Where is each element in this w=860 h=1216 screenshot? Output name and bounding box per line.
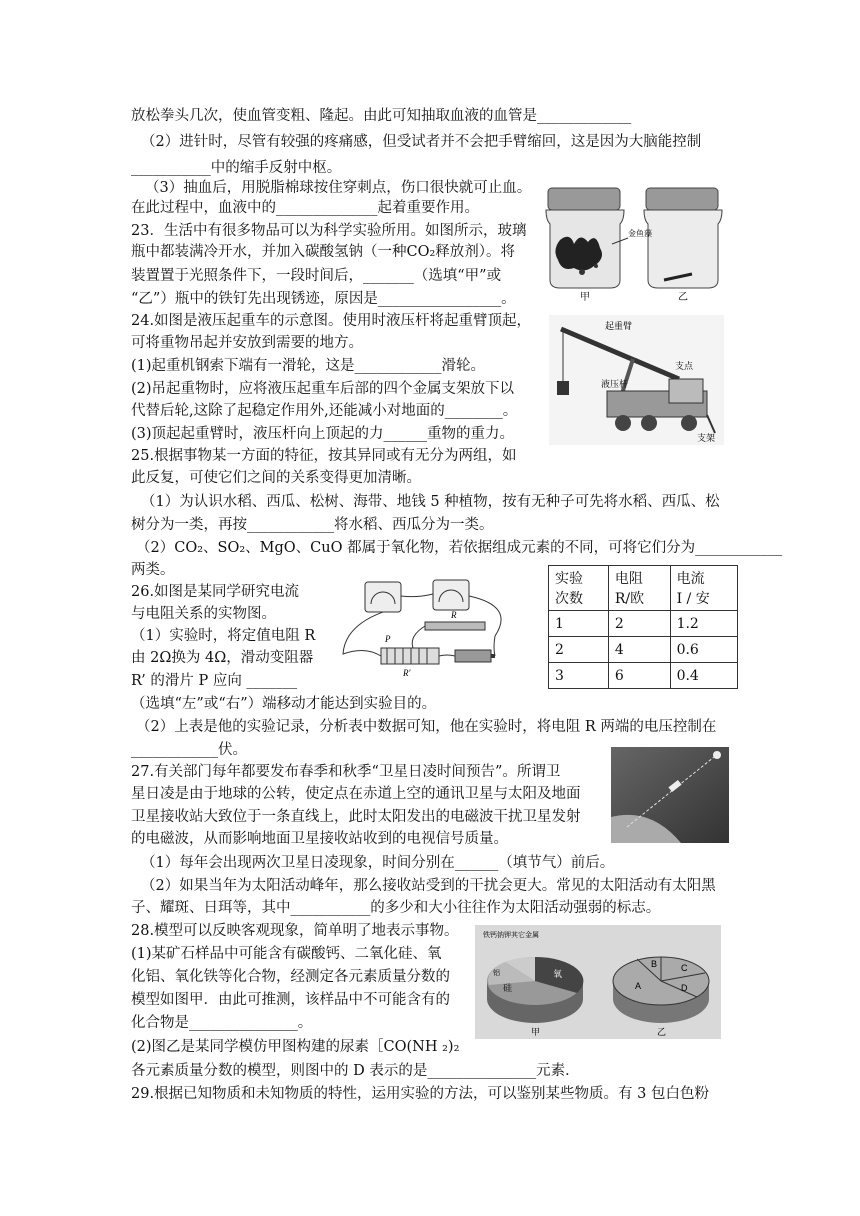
text-line: ____________伏。 <box>131 742 247 758</box>
text-line: 模型如图甲．由此可推测，该样品中不可能含有的 <box>131 992 450 1008</box>
text-line: 可将重物吊起并安放到需要的地方。 <box>131 335 363 351</box>
text-line: （2）CO₂、SO₂、MgO、CuO 都属于氧化物，若依据组成元素的不同，可将它们分为____________ <box>136 540 783 556</box>
header-line: R/欧 <box>614 591 645 607</box>
question-27: 27.有关部门每年都要发布春季和秋季“卫星日凌时间预告”。所谓卫 <box>131 764 561 780</box>
fig-label: 支点 <box>675 361 694 371</box>
pie-label: 氧 <box>553 969 563 979</box>
text-line: 各元素质量分数的模型，则图中的 D 表示的是_______________元素． <box>131 1063 580 1079</box>
fig-label: 起重臂 <box>605 321 633 331</box>
text-line: （1）每年会出现两次卫星日凌现象，时间分别在______（填节气）前后。 <box>141 855 615 871</box>
text-line: 与电阻关系的实物图。 <box>131 606 276 622</box>
text-line: 星日凌是由于地球的公转，使定点在赤道上空的通讯卫星与太阳及地面 <box>131 786 581 802</box>
text-line: R’ 的滑片 P 应向 _______ <box>131 673 298 689</box>
question-28: 28.模型可以反映客观现象，简单明了地表示事物。 <box>131 923 459 939</box>
header-line: 电流 <box>676 571 705 587</box>
table-row <box>549 611 738 637</box>
text-line: （2）进针时，尽管有较强的疼痛感，但受试者并不会把手臂缩回，这是因为大脑能控制 <box>141 134 702 150</box>
fig-label: 液压杆 <box>601 379 629 389</box>
text-line: 子、耀斑、日珥等，其中___________的多少和大小往往作为太阳活动强弱的标志。 <box>131 900 661 916</box>
table-cell: 2 <box>549 637 609 663</box>
satellite-photo <box>611 747 729 843</box>
question-29: 29.根据已知物质和未知物质的特性，运用实验的方法，可以鉴别某些物质。有 3 包白色粉 <box>131 1086 709 1102</box>
pie-label: 硅 <box>503 983 513 993</box>
fig-label: R <box>451 610 457 620</box>
jars-figure <box>542 180 737 302</box>
pie-label: 铁钙钠钾其它金属 <box>483 932 539 939</box>
table-cell: 4 <box>608 637 670 663</box>
text-line: （1）为认识水稻、西瓜、松树、海带、地钱 5 种植物，按有无种子可先将水稻、西瓜、松 <box>141 494 720 510</box>
text-line: ___________中的缩手反射中枢。 <box>131 160 342 176</box>
header-line: 实验 <box>555 571 583 587</box>
text-line: 两类。 <box>131 562 175 578</box>
table-header <box>549 566 609 611</box>
pie-label: B <box>651 959 658 969</box>
table-cell: 0.6 <box>670 637 737 663</box>
jar-left <box>546 188 624 288</box>
table-cell: 2 <box>608 611 670 637</box>
table-header-row <box>549 566 738 611</box>
pie-caption: 甲 <box>531 1027 541 1037</box>
question-24: 24.如图是液压起重车的示意图。使用时液压杆将起重臂顶起， <box>131 313 532 329</box>
header-line: 次数 <box>555 591 583 607</box>
text-line: 代替后轮,这除了起稳定作用外,还能减小对地面的________。 <box>131 403 518 419</box>
text-line: (1)某矿石样品中可能含有碳酸钙、二氧化硅、氧 <box>131 946 442 962</box>
fig-label: P <box>385 634 391 644</box>
pie-caption: 乙 <box>657 1027 667 1037</box>
table-header <box>608 566 670 611</box>
text-line: (2)吊起重物时，应将液压起重车后部的四个金属支架放下以 <box>131 381 515 397</box>
experiment-table <box>548 565 738 689</box>
fig-label: 甲 <box>580 292 590 302</box>
question-26: 26.如图是某同学研究电流 <box>131 584 300 600</box>
text-line: 此反复，可使它们之间的关系变得更加清晰。 <box>131 470 421 486</box>
text-line: 化合物是_______________。 <box>131 1015 313 1031</box>
question-25: 25.根据事物某一方面的特征，按其异同或有无分为两组，如 <box>131 448 517 464</box>
table-cell: 0.4 <box>670 663 737 689</box>
text-line: （2）如果当年为太阳活动峰年，那么接收站受到的干扰会更大。常见的太阳活动有太阳黑 <box>141 878 716 894</box>
fig-label: 乙 <box>678 292 688 302</box>
fig-label: 支架 <box>697 433 716 443</box>
text-line: 树分为一类，再按____________将水稻、西瓜分为一类。 <box>131 517 494 533</box>
text-line: 放松拳头几次，使血管变粗、隆起。由此可知抽取血液的血管是_____________ <box>131 108 632 124</box>
pie-figure <box>475 925 721 1039</box>
jar-right <box>644 188 722 288</box>
table-row <box>549 663 738 689</box>
table-cell: 6 <box>608 663 670 689</box>
text-line: 的电磁波，从而影响地面卫星接收站收到的电视信号质量。 <box>131 831 508 847</box>
text-line: 装置置于光照条件下，一段时间后，_______（选填“甲”或 <box>131 268 502 284</box>
text-line: 化铝、氧化铁等化合物，经测定各元素质量分数的 <box>131 969 450 985</box>
table-row <box>549 637 738 663</box>
text-line: （1）实验时，将定值电阻 R <box>131 628 316 644</box>
text-line: (2)图乙是某同学模仿甲图构建的尿素［CO(NH ₂)₂ <box>131 1039 460 1055</box>
table-cell: 1.2 <box>670 611 737 637</box>
table-header <box>670 566 737 611</box>
text-line: 在此过程中，血液中的______________起着重要作用。 <box>131 200 479 216</box>
text-line: （3）抽血后，用脱脂棉球按住穿刺点，伤口很快就可止血。 <box>145 180 532 196</box>
text-line: (3)顶起起重臂时，液压杆向上顶起的力______重物的重力。 <box>131 426 515 442</box>
text-line: 由 2Ω换为 4Ω，滑动变阻器 <box>131 650 314 666</box>
text-line: （选填“左”或“右”）端移动才能达到实验目的。 <box>131 696 437 712</box>
text-line: (1)起重机钢索下端有一滑轮，这是____________滑轮。 <box>131 358 486 374</box>
pie-label: A <box>635 981 642 991</box>
crane-figure <box>549 315 724 445</box>
pie-label: 铝 <box>493 970 500 977</box>
table-cell: 3 <box>549 663 609 689</box>
circuit-figure <box>325 576 535 686</box>
question-23: 23．生活中有很多物品可以为科学实验所用。如图所示，玻璃 <box>131 223 527 239</box>
table-cell: 1 <box>549 611 609 637</box>
pie-label: D <box>681 983 688 993</box>
text-line: 卫星接收站大致位于一条直线上，此时太阳发出的电磁波干扰卫星发射 <box>131 809 581 825</box>
text-line: 瓶中都装满冷开水，并加入碳酸氢钠（一种CO₂释放剂）。将 <box>131 244 516 260</box>
text-line: “乙”）瓶中的铁钉先出现锈迹，原因是_________________。 <box>131 291 516 307</box>
fig-label: 金鱼藻 <box>628 229 652 238</box>
header-line: I / 安 <box>676 591 710 607</box>
text-line: （2）上表是他的实验记录，分析表中数据可知，他在实验时，将电阻 R 两端的电压控制在 <box>136 719 717 735</box>
header-line: 电阻 <box>614 571 643 587</box>
pie-label: C <box>681 963 688 973</box>
fig-label: R' <box>403 668 411 678</box>
